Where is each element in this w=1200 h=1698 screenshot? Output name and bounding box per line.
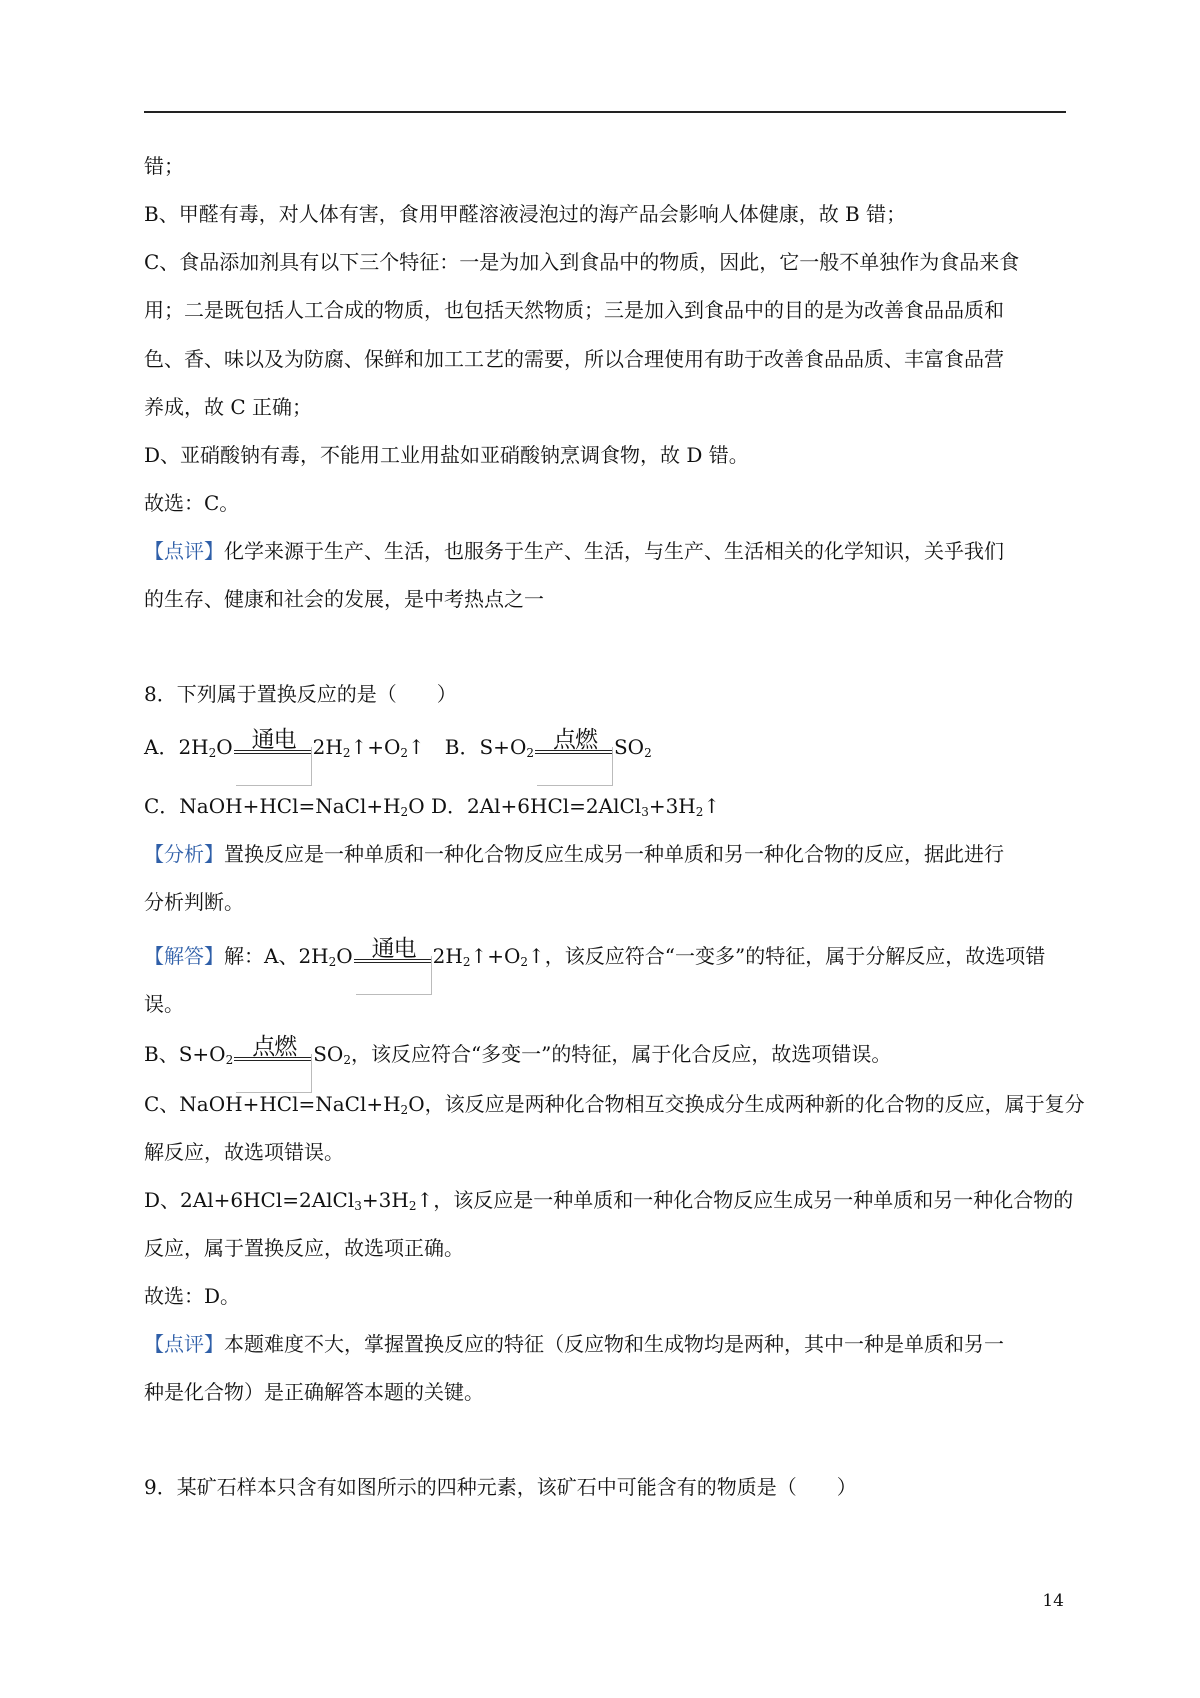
question-9: 9．某矿石样本只含有如图所示的四种元素，该矿石中可能含有的物质是（ ）	[144, 1475, 857, 1499]
header-rule	[144, 111, 1066, 113]
analysis-line: 【分析】置换反应是一种单质和一种化合物反应生成另一种单质和另一种化合物的反应，据此进行	[144, 842, 1004, 866]
text-line: 错；	[144, 154, 184, 178]
answer-c-line: C、$NaOH+HCl=NaCl+H_2O$，该反应是两种化合物相互交换成分生成两种新的化合物的反应，属于复分	[144, 1092, 1085, 1117]
answer-d-line: D、$2Al+6HCl=2AlCl_3+3H_2↑$，该反应是一种单质和一种化合物反应生成另一种单质和另一种化合物的	[144, 1188, 1074, 1213]
question-8: 8．下列属于置换反应的是（ ）	[144, 682, 457, 706]
text-line: 误。	[144, 992, 184, 1016]
comment-line	[144, 537, 1074, 565]
text-line: 色、香、味以及为防腐、保鲜和加工工艺的需要，所以合理使用有助于改善食品品质、丰富食品营	[144, 347, 1004, 371]
text-line: 的生存、健康和社会的发展，是中考热点之一	[144, 587, 544, 611]
answer-tag: 【解答】	[144, 944, 224, 968]
text-line: B、甲醛有毒，对人体有害，食用甲醛溶液浸泡过的海产品会影响人体健康，故 B 错；	[144, 202, 907, 226]
text-line: 种是化合物）是正确解答本题的关键。	[144, 1380, 484, 1404]
option-c-d: C．$NaOH+HCl=NaCl+H_2O$ D．$2Al+6HCl=2AlCl_3+3H_2↑$	[144, 794, 721, 819]
reaction-condition-ignition: 点燃	[234, 1040, 312, 1068]
text-line: 故选：C。	[144, 491, 240, 515]
analysis-tag: 【分析】	[144, 842, 224, 866]
text-line: 分析判断。	[144, 890, 244, 914]
answer-b-line: B、$S+O_2$ 点燃 $SO_2$，该反应符合“多变一”的特征，属于化合反应，故选项错误。	[144, 1040, 1074, 1068]
comment-text: 化学来源于生产、生活，也服务于生产、生活，与生产、生活相关的化学知识，关乎我们	[224, 539, 1004, 563]
comment-tag: 【点评】	[144, 1332, 224, 1356]
text-line: 解反应，故选项错误。	[144, 1140, 344, 1164]
text-line: 养成，故 C 正确；	[144, 395, 313, 419]
comment-tag: 【点评】	[144, 539, 224, 563]
option-a-b: A．$2H_2O$ 通电 $2H_2↑+O_2↑$ B．$S+O_2$ 点燃 $SO_2$	[144, 733, 1074, 761]
text-line: 用；二是既包括人工合成的物质，也包括天然物质；三是加入到食品中的目的是为改善食品品质和	[144, 298, 1004, 322]
text-line: 反应，属于置换反应，故选项正确。	[144, 1236, 464, 1260]
reaction-condition-electrolysis: 通电	[354, 942, 432, 970]
text-line: 故选：D。	[144, 1284, 241, 1308]
text-line: D、亚硝酸钠有毒，不能用工业用盐如亚硝酸钠烹调食物，故 D 错。	[144, 443, 749, 467]
reaction-condition-ignition: 点燃	[535, 733, 613, 761]
reaction-condition-electrolysis: 通电	[234, 733, 312, 761]
page-number: 14	[1042, 1591, 1064, 1611]
comment-line: 【点评】本题难度不大，掌握置换反应的特征（反应物和生成物均是两种，其中一种是单质和另一	[144, 1332, 1004, 1356]
answer-line: 【解答】解：A、$2H_2O$ 通电 $2H_2↑+O_2↑$，该反应符合“一变多”的特征，属于分解反应，故选项错	[144, 942, 1074, 970]
text-line: C、食品添加剂具有以下三个特征：一是为加入到食品中的物质，因此，它一般不单独作为食品来食	[144, 250, 1020, 274]
